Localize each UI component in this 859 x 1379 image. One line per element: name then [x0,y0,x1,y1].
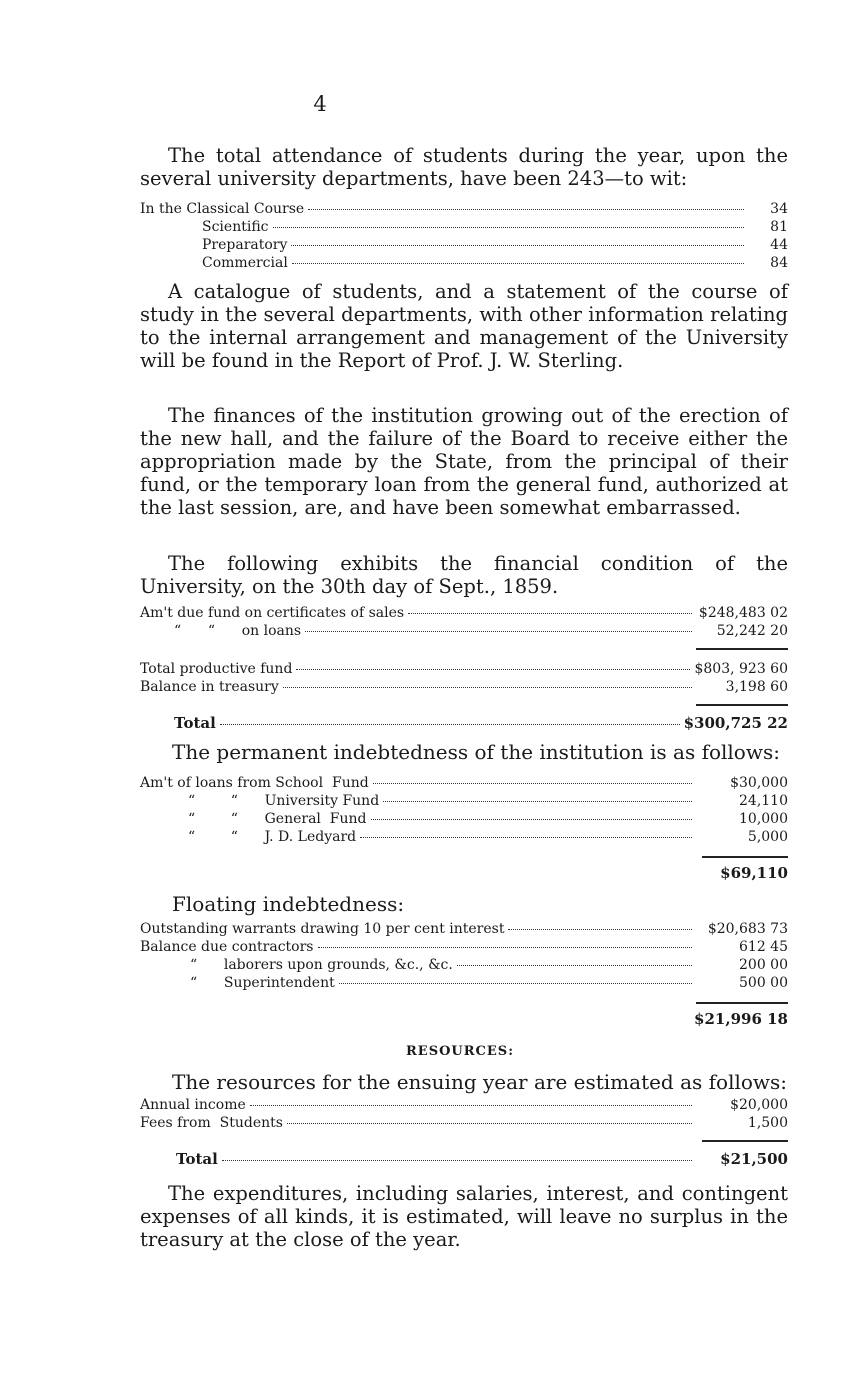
sum-rule [696,1002,788,1004]
permanent-total: $69,110 [720,864,788,882]
row-label: “ “ General Fund [188,811,367,827]
row-label: In the Classical Course [140,201,305,217]
financial-row-productive [140,660,788,678]
financial-list [140,604,788,732]
attendance-list [140,200,788,272]
row-value: 200 00 [739,957,788,973]
sum-rule [702,1140,788,1142]
sum-rule [702,856,788,858]
floating-row-warrants [140,920,788,938]
row-label: Annual income [140,1097,246,1113]
page-number: 4 [313,92,327,116]
row-label: “ “ on loans [174,623,302,639]
resources-row-fees [140,1114,788,1132]
row-label: Fees from Students [140,1115,283,1131]
floating-row-superintendent [140,974,788,992]
attendance-row-scientific [140,218,788,236]
sum-rule [696,704,788,706]
row-value: $20,000 [730,1097,788,1113]
permanent-row-ledyard [140,828,788,846]
attendance-row-commercial [140,254,788,272]
row-label: Outstanding warrants drawing 10 per cent interest [140,921,505,937]
row-label: “ Superintendent [190,975,335,991]
permanent-row-general-fund [140,810,788,828]
floating-list [140,920,788,1028]
row-value: $803, 923 60 [694,661,788,677]
resources-row-income [140,1096,788,1114]
row-label: “ “ J. D. Ledyard [188,829,357,845]
row-label: “ laborers upon grounds, &c., &c. [190,957,453,973]
row-value: 5,000 [747,829,788,845]
expenditures-paragraph: The expenditures, including salaries, interest, and contingent expenses of all kinds, it is estimated, will leave no surplus in the treasury at the close of the year. [140,1182,788,1251]
finances-paragraph: The finances of the institution growing out of the erection of the new hall, and the failure of the Board to receive either the appropriation made by the State, from the principal of their fund, or the temporary loan from the general fund, authorized at the last session, are, and have been somewhat embarrassed. [140,404,788,519]
row-label: Scientific [202,219,269,235]
floating-total: $21,996 18 [694,1010,788,1028]
resources-intro: The resources for the ensuing year are estimated as follows: [172,1070,788,1094]
row-label: “ “ University Fund [188,793,380,809]
row-label: Am't of loans from School Fund [140,775,369,791]
row-value: $20,683 73 [707,921,788,937]
attendance-intro: The total attendance of students during the year, upon the several university departments, have been 243—to wit: [140,144,788,190]
financial-intro: The following exhibits the financial condition of the University, on the 30th day of Sept., 1859. [140,552,788,598]
row-label: Commercial [202,255,288,271]
floating-heading: Floating indebtedness: [172,892,405,916]
permanent-intro: The permanent indebtedness of the institution is as follows: [172,740,780,764]
financial-row-total [140,714,788,732]
row-value: $21,500 [720,1150,788,1168]
row-value: 10,000 [739,811,788,827]
resources-list [140,1096,788,1168]
financial-row-balance [140,678,788,696]
resources-row-total [140,1150,788,1168]
floating-row-contractors [140,938,788,956]
row-value: 3,198 60 [725,679,788,695]
financial-row-loans [140,622,788,640]
row-value: 44 [770,237,788,253]
catalogue-paragraph: A catalogue of students, and a statement of the course of study in the several departments, with other information relating to the internal arrangement and management of the University will be found in the Report of Prof. J. W. Sterling. [140,280,788,372]
row-value: 81 [770,219,788,235]
attendance-row-preparatory [140,236,788,254]
row-label: Balance due contractors [140,939,314,955]
row-value: 500 00 [739,975,788,991]
permanent-row-school-fund [140,774,788,792]
row-label: Preparatory [202,237,288,253]
row-value: $30,000 [730,775,788,791]
row-label: Total productive fund [140,661,293,677]
sum-rule [696,648,788,650]
row-value: $248,483 02 [698,605,788,621]
row-value: $300,725 22 [683,714,788,732]
row-label: Balance in treasury [140,679,279,695]
row-value: 34 [770,201,788,217]
row-value: 612 45 [739,939,788,955]
permanent-row-university-fund [140,792,788,810]
row-value: 84 [770,255,788,271]
row-value: 1,500 [747,1115,788,1131]
permanent-list [140,774,788,882]
resources-heading: RESOURCES: [405,1044,514,1059]
row-label: Total [176,1150,218,1168]
floating-row-laborers [140,956,788,974]
row-value: 24,110 [739,793,788,809]
attendance-row-classical [140,200,788,218]
row-label: Am't due fund on certificates of sales [140,605,405,621]
row-value: 52,242 20 [716,623,788,639]
financial-row-certificates [140,604,788,622]
row-label: Total [174,714,216,732]
